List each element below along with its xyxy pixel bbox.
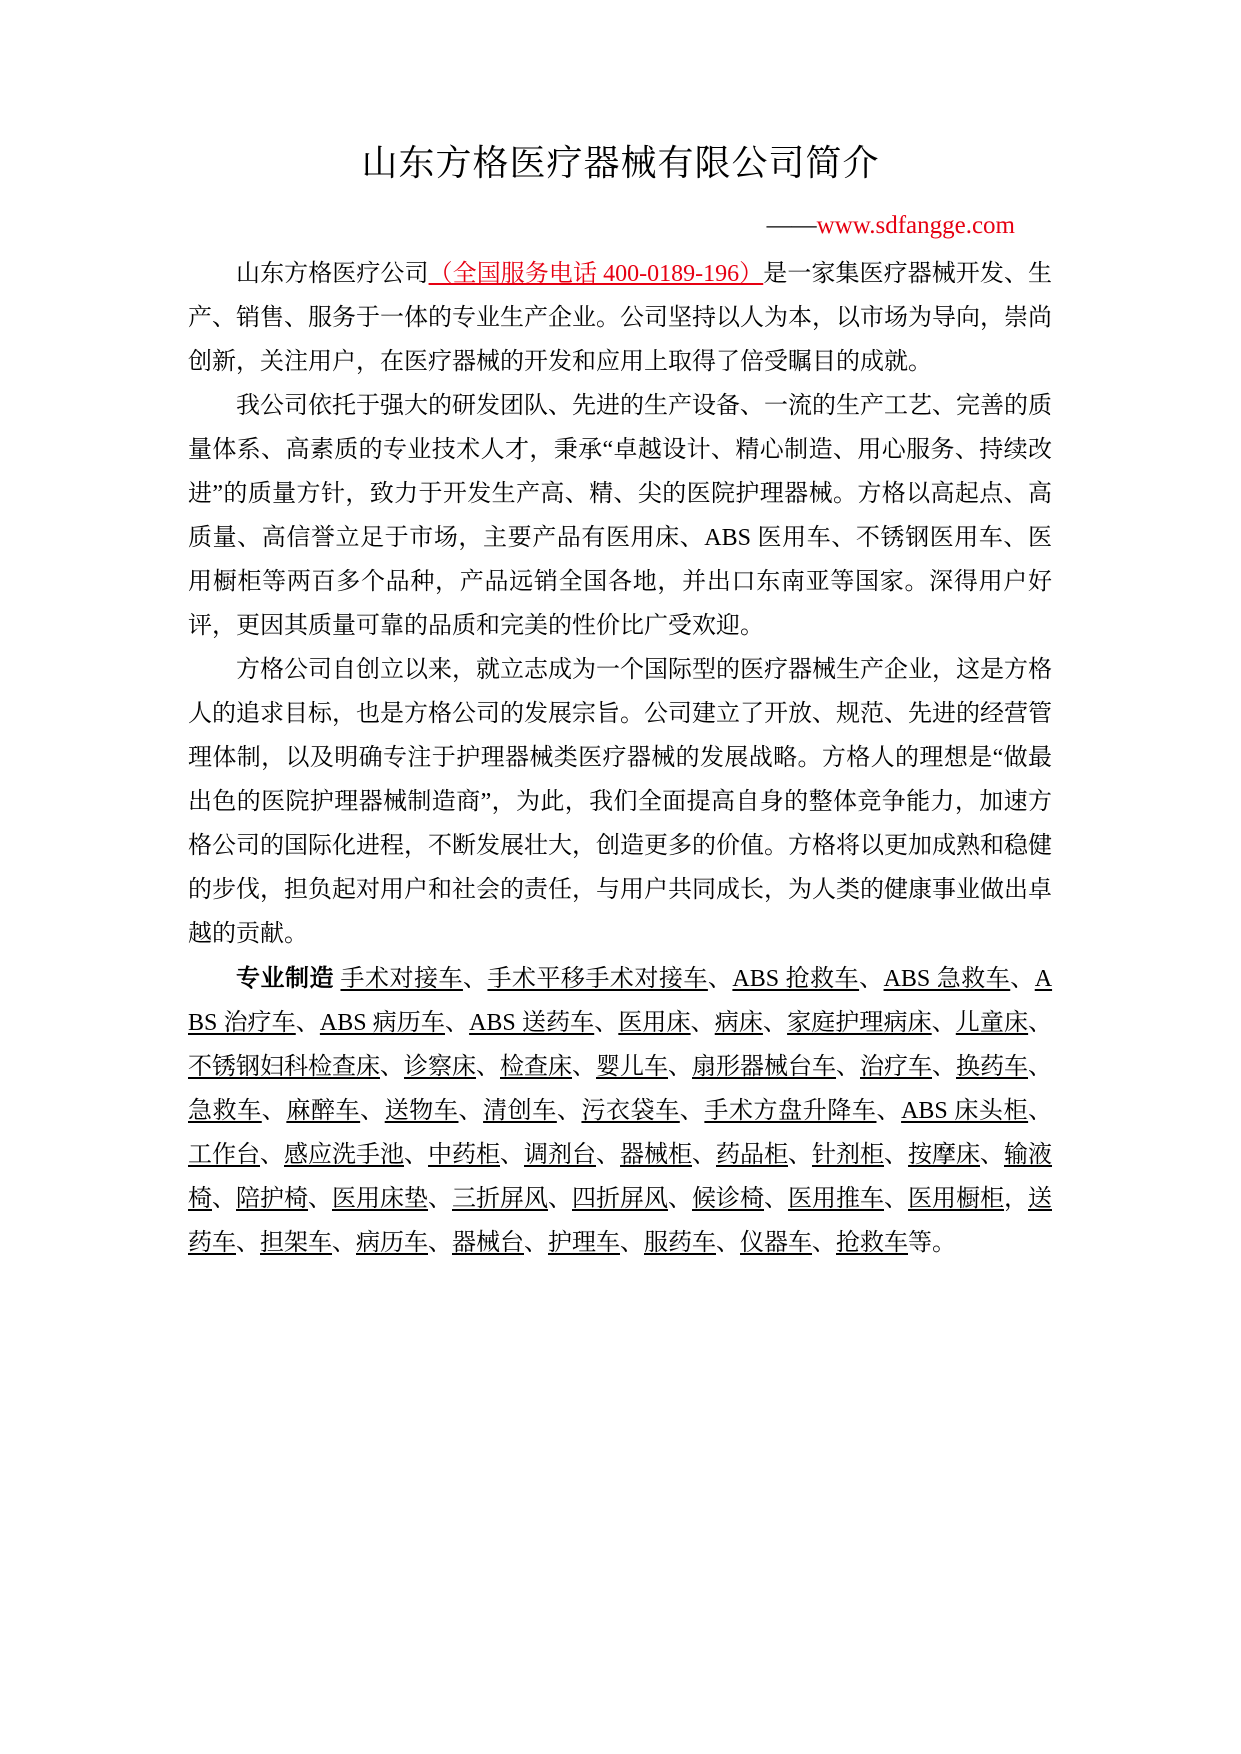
product-link[interactable]: 家庭护理病床 <box>787 1010 932 1036</box>
product-separator: 、 <box>876 1098 902 1124</box>
product-separator: ， <box>1004 1186 1028 1212</box>
products-label: 专业制造 <box>236 964 334 992</box>
product-separator: 、 <box>1028 1010 1053 1036</box>
product-separator: 、 <box>212 1186 236 1212</box>
product-separator: 、 <box>308 1186 332 1212</box>
product-link[interactable]: 候诊椅 <box>692 1186 764 1212</box>
product-separator: 、 <box>596 1142 620 1168</box>
product-separator: 、 <box>524 1230 548 1256</box>
product-separator: 、 <box>679 1098 705 1124</box>
product-separator: 、 <box>462 966 488 992</box>
product-link[interactable]: 按摩床 <box>908 1142 980 1168</box>
product-link[interactable]: ABS 治疗车 <box>188 966 1053 1036</box>
product-separator: 、 <box>884 1186 908 1212</box>
product-link[interactable]: 药品柜 <box>716 1142 788 1168</box>
website-subtitle <box>767 211 1015 241</box>
product-separator: 、 <box>404 1142 428 1168</box>
products-paragraph <box>188 956 1052 1265</box>
product-link[interactable]: 换药车 <box>956 1054 1028 1080</box>
product-link[interactable]: 医用床垫 <box>332 1186 428 1212</box>
product-link[interactable]: 感应洗手池 <box>284 1142 404 1168</box>
product-separator: 、 <box>620 1230 644 1256</box>
product-link[interactable]: 服药车 <box>644 1230 716 1256</box>
product-link[interactable]: 手术方盘升降车 <box>704 1098 877 1124</box>
product-separator: 、 <box>932 1054 956 1080</box>
product-separator: 、 <box>444 1010 470 1036</box>
product-separator: 、 <box>500 1142 524 1168</box>
product-link[interactable]: 麻醉车 <box>286 1098 361 1124</box>
product-separator: 、 <box>716 1230 740 1256</box>
product-link[interactable]: 陪护椅 <box>236 1186 308 1212</box>
product-separator: 、 <box>931 1010 956 1036</box>
product-link[interactable]: 护理车 <box>548 1230 620 1256</box>
product-separator: 、 <box>458 1098 484 1124</box>
product-separator: 、 <box>980 1142 1004 1168</box>
product-separator: 、 <box>668 1054 692 1080</box>
product-separator: 、 <box>1028 1098 1053 1124</box>
product-link[interactable]: 送物车 <box>384 1098 459 1124</box>
product-separator: 、 <box>762 1010 788 1036</box>
document-body <box>188 252 1052 1265</box>
product-link[interactable]: 调剂台 <box>524 1142 596 1168</box>
subtitle-dash: —— <box>766 212 817 239</box>
product-link[interactable]: 病床 <box>714 1010 763 1036</box>
product-link[interactable]: 检查床 <box>500 1054 572 1080</box>
product-link[interactable]: 担架车 <box>260 1230 332 1256</box>
product-separator: 、 <box>360 1098 385 1124</box>
page-title: 山东方格医疗器械有限公司简介 <box>361 143 880 183</box>
product-link[interactable]: 婴儿车 <box>596 1054 668 1080</box>
product-link[interactable]: 诊察床 <box>404 1054 476 1080</box>
product-link[interactable]: 中药柜 <box>428 1142 500 1168</box>
product-link[interactable]: ABS 送药车 <box>469 1010 595 1036</box>
product-link[interactable]: ABS 床头柜 <box>901 1098 1029 1124</box>
product-separator: 、 <box>788 1142 812 1168</box>
product-link[interactable]: 仪器车 <box>740 1230 812 1256</box>
product-link[interactable]: ABS 病历车 <box>319 1010 445 1036</box>
product-link[interactable]: 工作台 <box>188 1142 260 1168</box>
product-separator: 、 <box>295 1010 320 1036</box>
product-separator: 、 <box>261 1098 287 1124</box>
product-link[interactable]: 清创车 <box>483 1098 557 1124</box>
product-link[interactable]: 器械柜 <box>620 1142 692 1168</box>
intro-text-end: 是一家集医疗器械开发、生产、销售、服务于一体的专业生产企业。公司坚持以人为本，以市场为导向，崇尚创新，关注用户，在医疗器械的开发和应用上取得了倍受瞩目的成就。 <box>188 261 1053 375</box>
product-separator: 、 <box>380 1054 404 1080</box>
product-separator: 、 <box>836 1054 860 1080</box>
product-link[interactable]: 手术平移手术对接车 <box>487 966 708 992</box>
product-separator: 、 <box>859 966 884 992</box>
product-link[interactable]: 治疗车 <box>860 1054 932 1080</box>
product-link[interactable]: 儿童床 <box>955 1010 1029 1036</box>
product-link[interactable]: 四折屏风 <box>572 1186 668 1212</box>
product-separator: 、 <box>572 1054 596 1080</box>
product-link[interactable]: 输液椅 <box>188 1142 1052 1212</box>
product-separator: 、 <box>690 1010 715 1036</box>
product-separator: 、 <box>1010 966 1035 992</box>
product-separator: 、 <box>236 1230 260 1256</box>
vision-paragraph: 方格公司自创立以来，就立志成为一个国际型的医疗器械生产企业，这是方格人的追求目标，也是方格公司的发展宗旨。公司建立了开放、规范、先进的经营管理体制，以及明确专注于护理器械类医疗器械的发展战略。方格人的理想是“做最出色的医院护理器械制造商”，为此，我们全面提高自身的整体竞争能力，加速方格公司的国际化进程，不断发展壮大，创造更多的价值。方格将以更加成熟和稳健的步伐，担负起对用户和社会的责任，与用户共同成长，为人类的健康事业做出卓越的贡献。 <box>188 657 1052 947</box>
product-link[interactable]: 污衣袋车 <box>581 1098 680 1124</box>
capability-paragraph: 我公司依托于强大的研发团队、先进的生产设备、一流的生产工艺、完善的质量体系、高素质的专业技术人才，秉承“卓越设计、精心制造、用心服务、持续改进”的质量方针，致力于开发生产高、精、尖的医院护理器械。方格以高起点、高质量、高信誉立足于市场，主要产品有医用床、ABS 医用车、不锈钢医用车、医用橱柜等两百多个品种，产品远销全国各地，并出口东南亚等国家。深得用户好评，更因其质量可靠的品质和完美的性价比广受欢迎。 <box>188 393 1052 639</box>
product-link[interactable]: 医用床 <box>618 1010 691 1036</box>
product-separator: 、 <box>332 1230 356 1256</box>
product-separator: 、 <box>260 1142 284 1168</box>
product-link[interactable]: 三折屏风 <box>452 1186 548 1212</box>
intro-text-start: 山东方格医疗公司 <box>236 261 429 287</box>
product-separator: 、 <box>476 1054 500 1080</box>
product-separator: 、 <box>812 1230 836 1256</box>
product-separator: 、 <box>884 1142 908 1168</box>
product-separator: 、 <box>692 1142 716 1168</box>
product-link[interactable]: 送药车 <box>188 1186 1052 1256</box>
product-link[interactable]: 抢救车 <box>836 1230 908 1256</box>
product-link[interactable]: 急救车 <box>188 1098 262 1124</box>
product-link[interactable]: ABS 急救车 <box>883 966 1011 992</box>
product-separator: 、 <box>668 1186 692 1212</box>
product-separator: 、 <box>764 1186 788 1212</box>
product-link[interactable]: 扇形器械台车 <box>692 1054 836 1080</box>
product-link[interactable]: 病历车 <box>356 1230 428 1256</box>
product-separator: 、 <box>556 1098 582 1124</box>
product-link[interactable]: 手术对接车 <box>340 966 463 992</box>
product-separator: 等。 <box>908 1230 956 1256</box>
product-separator: 、 <box>1028 1054 1052 1080</box>
website-url-link[interactable]: www.sdfangge.com <box>816 212 1015 239</box>
product-separator: 、 <box>428 1230 452 1256</box>
product-link[interactable]: 器械台 <box>452 1230 524 1256</box>
product-separator: 、 <box>548 1186 572 1212</box>
product-link[interactable]: 医用推车 <box>788 1186 884 1212</box>
product-link[interactable]: 医用橱柜 <box>908 1186 1004 1212</box>
product-separator: 、 <box>594 1010 619 1036</box>
service-hotline-link[interactable]: （全国服务电话 400-0189-196） <box>428 261 764 287</box>
product-separator: 、 <box>707 966 733 992</box>
product-link[interactable]: 不锈钢妇科检查床 <box>188 1054 380 1080</box>
intro-paragraph <box>188 252 1052 384</box>
product-link[interactable]: ABS 抢救车 <box>732 966 860 992</box>
product-separator: 、 <box>428 1186 452 1212</box>
product-link[interactable]: 针剂柜 <box>812 1142 884 1168</box>
